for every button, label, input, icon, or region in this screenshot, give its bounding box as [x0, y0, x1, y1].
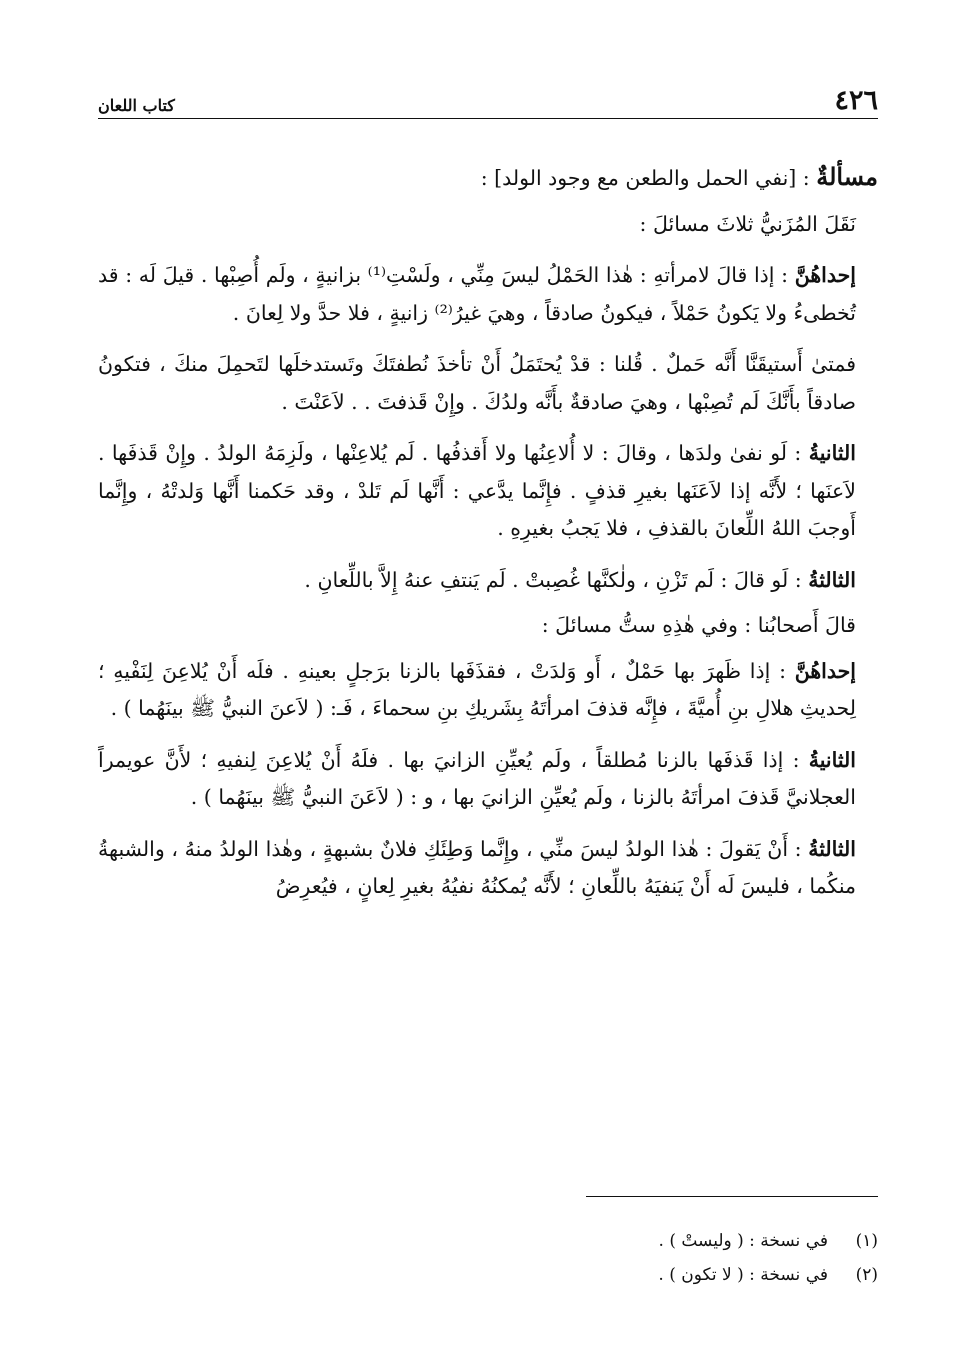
main-text — [98, 158, 878, 920]
paragraph-8 — [98, 831, 878, 906]
book-page — [98, 0, 878, 1366]
paragraph-1 — [98, 257, 878, 332]
heading-lead: مسألةٌ — [816, 162, 878, 191]
footnote-number: (١) — [855, 1231, 878, 1251]
paragraph-7-text: : إذا قَذفَها بالزنا مُطلقاً ، ولَم يُعيِّنِ الزانيَ بها . فلَهُ أَنْ يُلاعِنَ لِنفيهِ ؛ لأَنَّ عويمراً العجلانيَّ قَذفَ امرأتَهُ بالزنا ، ولَم يُعيِّنِ الزانيَ بها ، و : ( لاَعَنَ النبيُّ ﷺ بينَهُما ) . — [98, 747, 856, 809]
footnotes — [98, 1224, 878, 1292]
paragraph-3-lead: الثانيةُ — [808, 441, 856, 465]
footnote-number: (٢) — [855, 1265, 878, 1285]
paragraph-3 — [98, 435, 878, 548]
footnote-text: في نسخة : ( لا تكون ) . — [658, 1265, 828, 1285]
running-header — [98, 78, 878, 119]
footnote-separator — [586, 1196, 878, 1197]
paragraph-1-text: : إذا قالَ لامرأتهِ : هٰذا الحَمْلُ ليسَ مِنِّي ، ولَسْتِ⁽¹⁾ بزانيةٍ ، ولَم أُصِبْها . قيلَ لَه : قد تُخطىءُ ولا يَكونُ حَمْلاً ، فيكونُ صادقاً ، وهيَ غيرُ⁽²⁾ زانيةٍ ، فلا حدَّ ولا لِعانَ . — [98, 263, 856, 325]
footnote-text: في نسخة : ( وليستْ ) . — [658, 1231, 828, 1251]
paragraph-2: فمتىٰ أَستيقَنَّا أَنَّه حَملٌ . قُلنا : قدْ يُحتَمَلُ أَنْ تأخذَ نُطفتَكَ وتَستدخلَها لتَحمِلَ منكَ ، فتكونُ صادقاً بأَنَّكَ لَم تُصِبْها ، وهيَ صادقةٌ بأَنَّه ولدُكَ . وإِنْ قَذفتَ . . لاَعَنْتَ . — [98, 352, 856, 414]
footnote-2 — [98, 1258, 878, 1292]
running-title: كتاب اللعان — [98, 96, 175, 115]
paragraph-7 — [98, 742, 878, 817]
paragraph-6-lead: إحداهُنَّ — [794, 658, 856, 683]
paragraph-8-lead: الثالثةُ — [808, 836, 856, 861]
paragraph-3-text: : لَو نفىٰ ولدَها ، وقالَ : لا أُلاعِنُها ولا أَقذفُها . لَم يُلاعِنْها ، ولَزِمَهُ الولدُ . وإِنْ قَذفَها . لاَعنَها ؛ لأَنَّه إذا لاَعَنَها بغيرِ قذفٍ . فإِنَّما يدَّعي : أَنَّها لَم تَلدْ ، وقد حَكمنا أَنَّها وَلدتْهُ ، وإِنَّما أَوجبَ اللهُ اللِّعانَ بالقذفِ ، فلا يَجبُ بغيرِهِ . — [98, 441, 856, 540]
paragraph-6 — [98, 653, 878, 728]
section-heading — [98, 158, 878, 198]
paragraph-7-lead: الثانيةُ — [808, 747, 856, 772]
paragraph-4-lead: الثالثةُ — [808, 567, 856, 592]
paragraph-1-lead: إحداهُنَّ — [794, 263, 856, 287]
heading-rest: : [نفي الحمل والطعن مع وجود الولد] : — [480, 166, 817, 190]
paragraph-5: قالَ أَصحابُنا : وفي هٰذِهِ ستُّ مسائلَ : — [541, 613, 856, 637]
intro-paragraph: نَقَلَ المُزَنيُّ ثلاثَ مسائلَ : — [639, 211, 856, 236]
footnote-1 — [98, 1224, 878, 1258]
paragraph-4-text: : لَو قالَ : لَم تَزْنِ ، ولٰكنَّها غُصِبتْ . لَم يَنتفِ عنهُ إِلاَّ باللِّعانِ . — [304, 567, 809, 592]
paragraph-4 — [98, 562, 878, 600]
page-number: ٤٢٦ — [834, 85, 878, 116]
paragraph-8-text: : أَنْ يَقولَ : هٰذا الولدُ ليسَ منِّي ، وإِنَّما وَطِئَكِ فلانٌ بشبهةٍ ، وهٰذا الولدُ منهُ ، والشبهةُ منكُما ، فليسَ لَه أَنْ يَنفيَهُ باللِّعانِ ؛ لأَنَّه يُمكنُهُ نفيُهُ بغيرِ لِعانٍ ، فيُعرِضُ — [98, 836, 856, 898]
paragraph-6-text: : إذا ظَهرَ بها حَمْلٌ ، أَو وَلدَتْ ، فقذَفَها بالزنا برَجلٍ بعينهِ . فلَه أَنْ يُلاعِنَ لِنَفْيهِ ؛ لِحديثِ هلالِ بنِ أُميَّةَ ، فإِنَّه قذفَ امرأتَهُ بِشَريكِ بنِ سحماءَ ، فَـ: ( لاَعنَ النبيُّ ﷺ بينَهُما ) . — [98, 658, 856, 720]
